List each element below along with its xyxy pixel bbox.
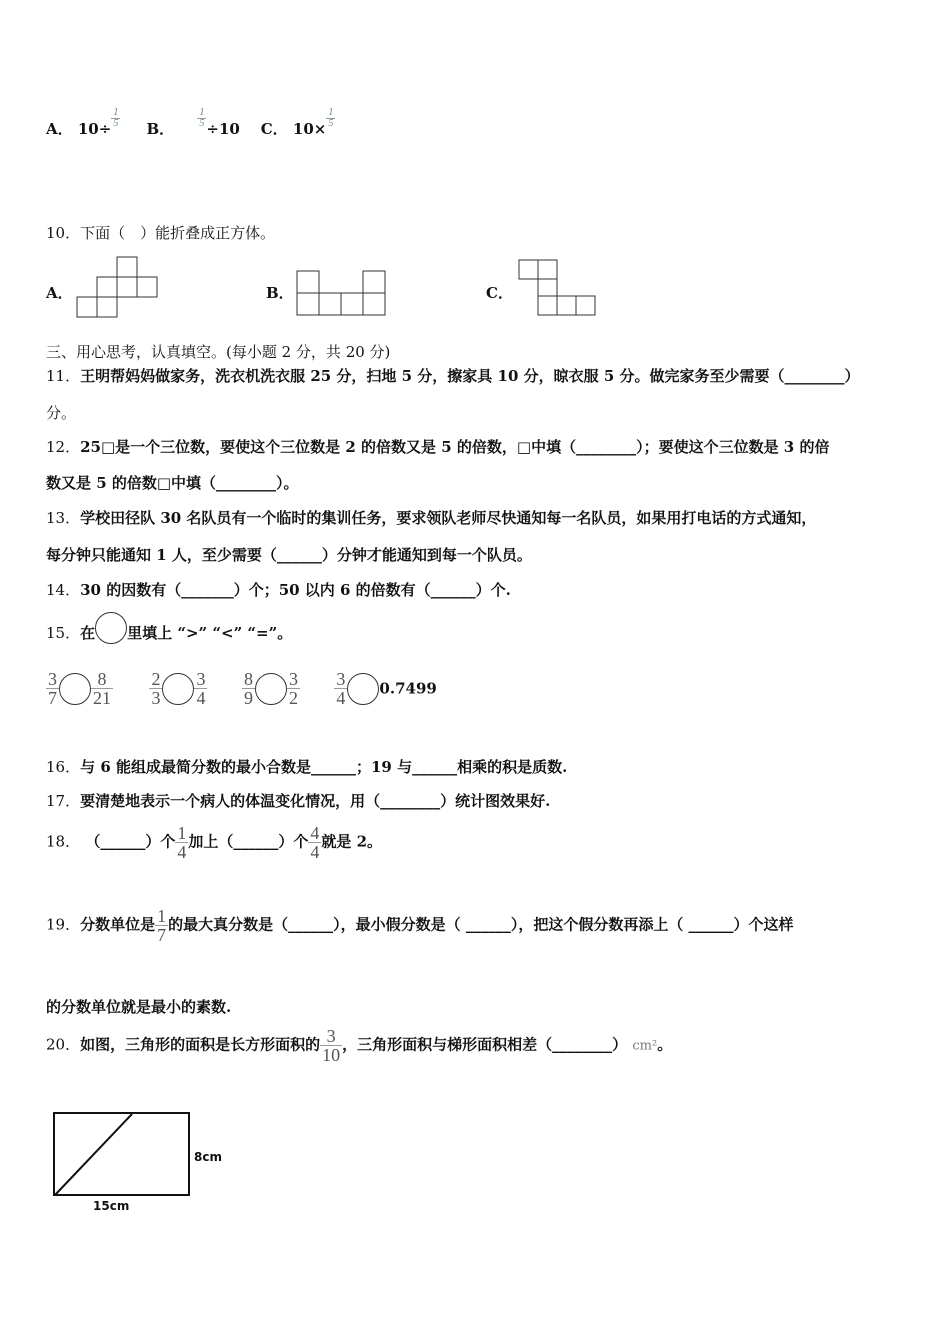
q19-part1: 分数单位是	[80, 915, 156, 934]
net-b-cell	[297, 271, 319, 293]
q16-line	[46, 756, 567, 777]
net-b-cell	[363, 293, 385, 315]
section-3-heading: 三、用心思考，认真填空。(每小题 2 分，共 20 分)	[46, 343, 391, 361]
q15-line	[46, 612, 292, 644]
q13-line1	[46, 507, 816, 528]
q15-number: 15．	[46, 624, 81, 642]
q9-option-c-text: 10×	[292, 120, 327, 138]
q13-number: 13．	[46, 509, 81, 527]
q10-number: 10．	[46, 224, 81, 242]
q18-part1: （______）个	[85, 832, 176, 851]
q20-part2: ，三角形面积与梯形面积相差（________）	[342, 1035, 628, 1054]
q14-text: 30 的因数有（_______）个；50 以内 6 的倍数有（______）个.	[80, 581, 511, 599]
q9-option-b-label: B．	[146, 120, 175, 138]
q15-item4-right-value: 0.7499	[379, 679, 437, 698]
net-c-cell	[538, 296, 557, 315]
q9-option-b-fraction: $\frac{1}{5}$	[199, 107, 205, 129]
q12-number: 12．	[46, 438, 81, 456]
q18-fraction1: $\frac{1}{4}$	[177, 823, 187, 862]
q9-option-b-text: ÷10	[206, 120, 240, 138]
q15-item1-right: $\frac{8}{21}$	[93, 669, 111, 708]
q10-net-b	[296, 270, 388, 316]
q19-part2: 的最大真分数是（______），最小假分数是（ ______），把这个假分数再添上（ ______）个这样	[168, 915, 794, 934]
q10-stem	[46, 222, 275, 243]
q19-line2: 的分数单位就是最小的素数.	[46, 998, 232, 1016]
q16-number: 16．	[46, 758, 81, 776]
q20-line	[46, 1027, 672, 1064]
q15-item4-circle[interactable]	[347, 673, 379, 705]
q13-line2: 每分钟只能通知 1 人，至少需要（______）分钟才能通知到每一个队员。	[46, 546, 532, 564]
q20-unit: cm²	[632, 1038, 658, 1054]
net-a-cell	[117, 277, 137, 297]
q11-text: 王明帮妈妈做家务，洗衣机洗衣服 25 分，扫地 5 分，擦家具 10 分，晾衣服 5 分。做完家务至少需要（________）	[80, 367, 860, 385]
q10-option-a-label: A．	[46, 284, 73, 302]
q15-item2-right: $\frac{3}{4}$	[196, 669, 206, 708]
q18-number: 18．	[46, 832, 81, 851]
q19-fraction: $\frac{1}{7}$	[157, 906, 167, 945]
q19-line1	[46, 907, 794, 944]
q14-line	[46, 579, 511, 600]
q10-option-b-label: B．	[266, 284, 294, 302]
q17-text: 要清楚地表示一个病人的体温变化情况，用（________）统计图效果好.	[80, 792, 551, 810]
q20-part1: 如图，三角形的面积是长方形面积的	[80, 1035, 321, 1054]
q11-line1	[46, 365, 860, 386]
q10-text: 下面（ ）能折叠成正方体。	[80, 224, 276, 242]
q12-line1	[46, 436, 829, 457]
q15-item3-right: $\frac{3}{2}$	[288, 669, 298, 708]
net-c-cell	[538, 279, 557, 298]
q15-item2-circle[interactable]	[162, 673, 194, 705]
q9-option-c-fraction: $\frac{1}{5}$	[328, 107, 334, 129]
net-a-cell	[97, 297, 117, 317]
q17-number: 17．	[46, 792, 81, 810]
q15-pre: 在	[80, 624, 96, 642]
q12-text: 25□是一个三位数，要使这个三位数是 2 的倍数又是 5 的倍数，□中填（________）；要使这个三位数是 3 的倍	[80, 438, 830, 456]
q10-option-c-label: C．	[486, 284, 513, 302]
q15-item3-left: $\frac{8}{9}$	[243, 669, 253, 708]
q9-option-a-label: A．	[46, 120, 73, 138]
q15-item1-circle[interactable]	[59, 673, 91, 705]
q12-line2: 数又是 5 的倍数□中填（________）。	[46, 474, 299, 492]
q18-fraction2: $\frac{4}{4}$	[310, 823, 320, 862]
net-c-cell	[557, 296, 576, 315]
q15-item3-circle[interactable]	[255, 673, 287, 705]
q14-number: 14．	[46, 581, 81, 599]
q9-option-a-text: 10÷	[77, 120, 112, 138]
q19-number: 19．	[46, 915, 81, 934]
figure-height-label: 8cm	[194, 1150, 222, 1164]
q10-net-c	[518, 259, 596, 317]
net-a-cell	[137, 277, 157, 297]
q15-comparisons	[46, 670, 437, 707]
net-b-cell	[363, 271, 385, 293]
net-a-cell	[77, 297, 97, 317]
q11-number: 11．	[46, 367, 81, 385]
q20-part3: 。	[657, 1035, 673, 1054]
net-c-cell	[519, 260, 538, 279]
q18-part3: 就是 2。	[321, 832, 383, 851]
q9-option-a-fraction: $\frac{1}{5}$	[113, 107, 119, 129]
q15-item4-left: $\frac{3}{4}$	[336, 669, 346, 708]
q15-post: 里填上 “>” “<” “=”。	[127, 624, 293, 642]
net-b-cell	[341, 293, 363, 315]
q9-options	[46, 107, 335, 139]
q15-example-circle	[95, 612, 127, 644]
q20-number: 20．	[46, 1035, 81, 1054]
q15-item2-left: $\frac{2}{3}$	[151, 669, 161, 708]
q17-line	[46, 790, 550, 811]
q15-item1-left: $\frac{3}{7}$	[48, 669, 57, 708]
q11-line2: 分。	[46, 404, 77, 422]
net-c-cell	[576, 296, 595, 315]
q20-fraction: $\frac{3}{10}$	[322, 1026, 341, 1065]
net-b-cell	[297, 293, 319, 315]
figure-width-label: 15cm	[93, 1199, 130, 1213]
net-c-cell	[538, 260, 557, 279]
q20-figure	[50, 1110, 250, 1220]
q13-text: 学校田径队 30 名队员有一个临时的集训任务，要求领队老师尽快通知每一名队员，如果用打电话的方式通知，	[80, 509, 817, 527]
net-b-cell	[319, 293, 341, 315]
q10-net-a	[76, 256, 162, 318]
net-a-cell	[117, 257, 137, 277]
q18-part2: 加上（______）个	[188, 832, 309, 851]
net-a-cell	[97, 277, 117, 297]
q9-option-c-label: C．	[260, 120, 288, 138]
q16-text: 与 6 能组成最简分数的最小合数是______；19 与______相乘的积是质数.	[80, 758, 568, 776]
q18-line	[46, 824, 382, 861]
